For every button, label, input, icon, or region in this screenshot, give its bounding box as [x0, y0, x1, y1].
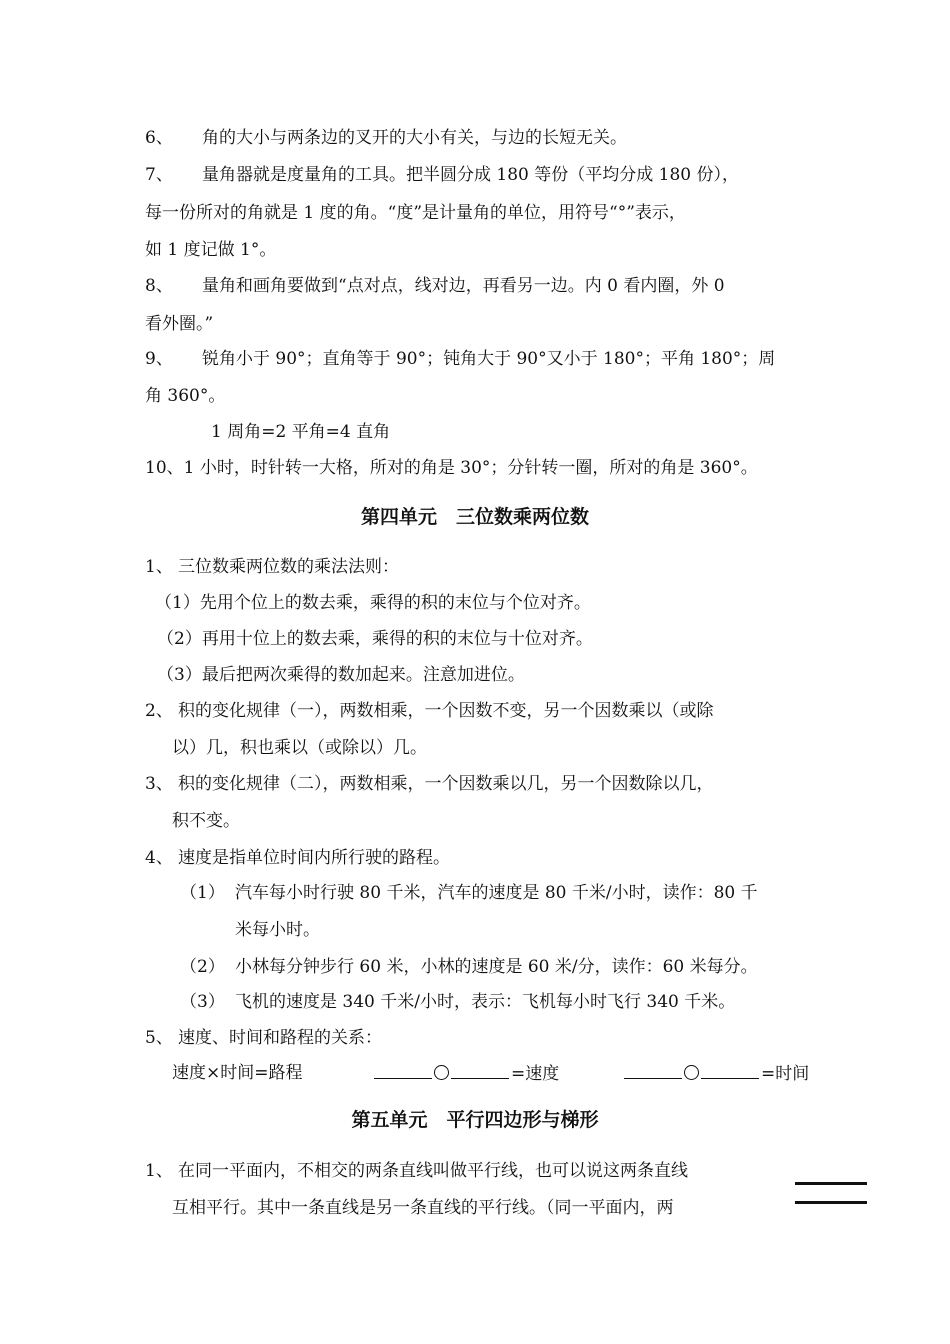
- s4-item3-line2: 积不变。: [172, 811, 240, 831]
- s3-item10: 10、1 小时，时针转一大格，所对的角是 30°；分针转一圈，所对的角是 360°。: [145, 458, 758, 478]
- s4-item2-line2: 以）几，积也乘以（或除以）几。: [172, 738, 427, 758]
- s4-item3-line1: 3、 积的变化规律（二），两数相乘，一个因数乘以几，另一个因数除以几，: [145, 774, 714, 794]
- s4-formula-2: =速度: [372, 1062, 559, 1085]
- circle-operator-placeholder: [434, 1065, 449, 1080]
- s4-formula-1: 速度×时间=路程: [172, 1063, 303, 1083]
- s3-item9-line3: 1 周角=2 平角=4 直角: [211, 422, 391, 442]
- s4-item2-line1: 2、 积的变化规律（一），两数相乘，一个因数不变，另一个因数乘以（或除: [145, 701, 714, 721]
- blank-line: [374, 1062, 432, 1079]
- s3-item6: 6、 角的大小与两条边的叉开的大小有关，与边的长短无关。: [145, 128, 627, 148]
- s4-item5: 5、 速度、时间和路程的关系：: [145, 1028, 382, 1048]
- s4-item1: 1、 三位数乘两位数的乘法法则：: [145, 557, 399, 577]
- circle-operator-placeholder: [684, 1065, 699, 1080]
- s4-item1-sub2: （2）再用十位上的数去乘，乘得的积的末位与十位对齐。: [157, 629, 593, 649]
- s3-item7-line2: 每一份所对的角就是 1 度的角。“度”是计量角的单位，用符号“°”表示，: [145, 203, 686, 223]
- section4-heading: 第四单元 三位数乘两位数: [360, 506, 589, 528]
- s4-formula-3: =时间: [622, 1062, 809, 1085]
- blank-line: [624, 1062, 682, 1079]
- s4-item4-sub2: （2） 小林每分钟步行 60 米，小林的速度是 60 米/分，读作：60 米每分。: [180, 957, 758, 977]
- s4-item1-sub1: （1）先用个位上的数去乘，乘得的积的末位与个位对齐。: [155, 593, 591, 613]
- s3-item9-line2: 角 360°。: [145, 386, 226, 406]
- s5-item1-line1: 1、 在同一平面内，不相交的两条直线叫做平行线，也可以说这两条直线: [145, 1161, 688, 1181]
- section5-heading: 第五单元 平行四边形与梯形: [351, 1109, 599, 1131]
- s4-item1-sub3: （3）最后把两次乘得的数加起来。注意加进位。: [157, 665, 525, 685]
- parallel-lines-top: [795, 1182, 867, 1185]
- blank-line: [451, 1062, 509, 1079]
- s4-item4-sub3: （3） 飞机的速度是 340 千米/小时，表示：飞机每小时飞行 340 千米。: [180, 992, 736, 1012]
- s4-item4-sub1-line2: 米每小时。: [235, 920, 320, 940]
- s3-item7-line1: 7、 量角器就是度量角的工具。把半圆分成 180 等份（平均分成 180 份），: [145, 165, 740, 185]
- s3-item7-line3: 如 1 度记做 1°。: [145, 240, 277, 260]
- s4-item4-sub1-line1: （1） 汽车每小时行驶 80 千米，汽车的速度是 80 千米/小时，读作：80 千: [180, 883, 758, 903]
- parallel-lines-bottom: [795, 1201, 867, 1204]
- s3-item9-line1: 9、 锐角小于 90°；直角等于 90°；钝角大于 90°又小于 180°；平角 180°；周: [145, 349, 776, 369]
- s5-item1-line2: 互相平行。其中一条直线是另一条直线的平行线。（同一平面内，两: [172, 1198, 674, 1218]
- s3-item8-line1: 8、 量角和画角要做到“点对点，线对边，再看另一边。内 0 看内圈，外 0: [145, 276, 725, 296]
- s4-item4: 4、 速度是指单位时间内所行驶的路程。: [145, 848, 450, 868]
- s3-item8-line2: 看外圈。”: [145, 314, 214, 334]
- blank-line: [701, 1062, 759, 1079]
